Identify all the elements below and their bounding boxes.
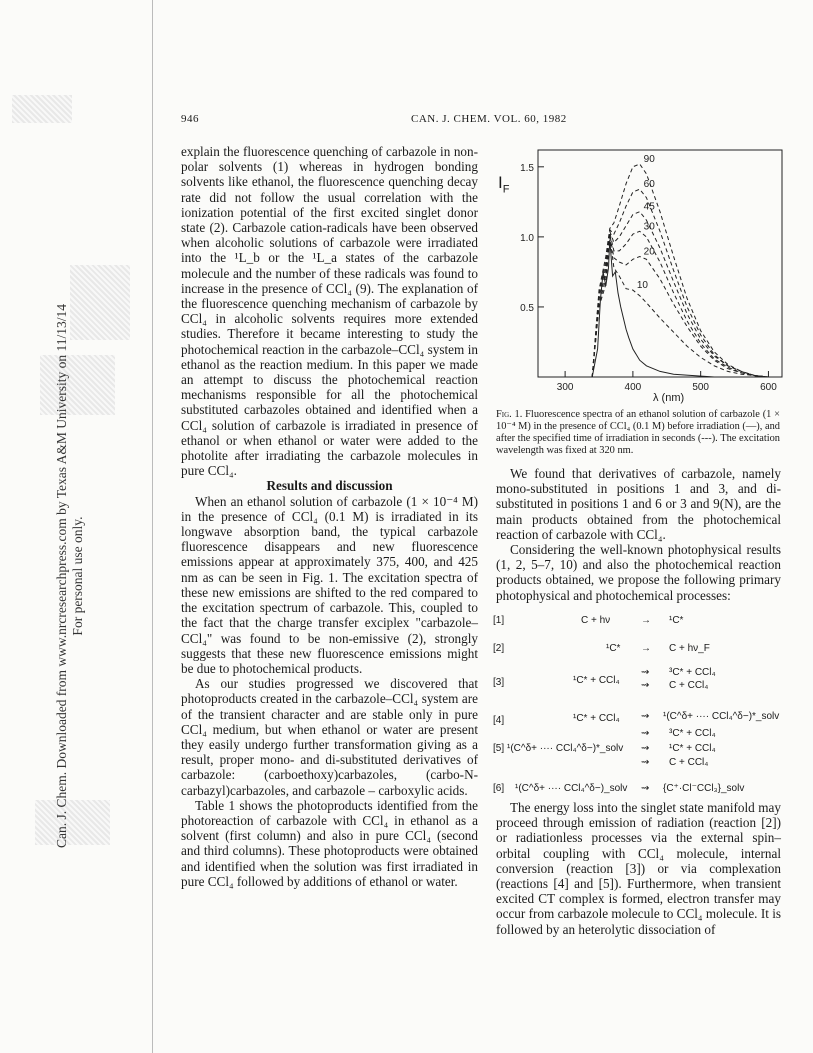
right-para-energy-loss: The energy loss into the singlet state manifold may proceed through emission of radiation (reaction [2]) or radiationless processes via the external spin–orbital coupling with CCl₄ molecule, internal conversion (reaction [3]) or via complexation (reactions [4] and [5]). Furthermore, when transient excited CT complex is formed, electron transfer may occur from carbazole molecule to CCl₄ molecule. It is followed by an heterolytic dissociation of xyxy=(496,800,781,937)
y-axis-label xyxy=(498,173,509,195)
series-line-30 xyxy=(592,231,768,377)
series-line-20 xyxy=(592,234,768,377)
eq-rhs: {C⁺·Cl⁻CCl₃}_solv xyxy=(663,783,745,794)
series-label-45: 45 xyxy=(643,201,655,213)
figure-caption xyxy=(496,409,780,457)
eq-lhs: ¹C* + CCl₄ xyxy=(573,713,620,724)
eq-rhs: ³C* + CCl₄ xyxy=(669,667,716,678)
series-line-90 xyxy=(592,164,768,377)
left-para-table: Table 1 shows the photoproducts identified from the photoreaction of carbazole with CCl₄ in ethanol as a solvent (first column) and also in pure CCl₄ (second and third columns). These photoproducts were obtained and identified when the solution was first irradiated in pure CCl₄ followed by additions of ethanol or water. xyxy=(181,797,478,889)
x-tick-label: 500 xyxy=(692,382,710,393)
eq-rhs-2: C + CCl₄ xyxy=(669,757,709,768)
eq-label: [6] xyxy=(493,783,505,794)
eq-arrow: → xyxy=(641,643,651,654)
eq-arrow: ⇝ xyxy=(641,711,650,722)
eq-lhs: ¹(C^δ+ ···· CCl₄^δ−)*_solv xyxy=(507,743,624,754)
eq-arrow: ⇝ xyxy=(641,783,650,794)
eq-rhs: ¹C* + CCl₄ xyxy=(669,743,716,754)
figure-caption-text: Fluorescence spectra of an ethanol solution of carbazole (1 × 10⁻⁴ M) in the presence of CCl₄ (0.1 M) before irradiation (—), and after the specified time of irradiation in seconds (---). The excitation wavelength was fixed at 320 nm. xyxy=(496,409,780,456)
eq-label: [3] xyxy=(493,677,505,688)
series-line-before-irradiation xyxy=(592,240,714,377)
series-label-30: 30 xyxy=(643,221,655,233)
right-column-bottom xyxy=(496,800,781,937)
series-line-10 xyxy=(592,237,768,377)
eq-arrow-2: ⇝ xyxy=(641,680,650,691)
figure-caption-label: Fig. 1. xyxy=(496,409,523,420)
left-para-results: When an ethanol solution of carbazole (1 × 10⁻⁴ M) in the presence of CCl₄ (0.1 M) is irradiated in its longwave absorption band, the typical carbazole fluorescence disappears and new fluorescence emissions appear at approximately 375, 400, and 425 nm as can be seen in Fig. 1. The excitation spectra of these new emissions are shifted to the red compared to the excitation spectrum of carbazole. This, coupled to the fact that the charge transfer exciplex "carbazole–CCl₄" was found to be non-emissive (2), strongly suggests that these new fluorescence emissions might be due to photochemical products. xyxy=(181,493,478,676)
series-label-90: 90 xyxy=(643,154,655,166)
eq-arrow: ⇝ xyxy=(641,667,650,678)
eq-lhs: ¹C* + CCl₄ xyxy=(573,675,620,686)
series-label-10: 10 xyxy=(636,280,649,292)
y-tick-label: 1.5 xyxy=(520,162,534,174)
eq-rhs: ¹C* xyxy=(669,615,684,626)
download-note-line1: Can. J. Chem. Downloaded from www.nrcresearchpress.com by Texas A&M University on 11/13/14 xyxy=(54,303,69,849)
eq-label: [2] xyxy=(493,643,505,654)
eq-arrow-2: ⇝ xyxy=(641,757,650,768)
plot-frame xyxy=(538,150,782,377)
download-note-line2: For personal use only. xyxy=(70,516,85,636)
y-axis-label-main: I xyxy=(498,173,503,192)
x-tick-label: 400 xyxy=(624,382,642,393)
series-line-60 xyxy=(592,189,768,377)
series-label-60: 60 xyxy=(643,179,655,191)
eq-rhs-2: C + CCl₄ xyxy=(669,680,709,691)
left-column xyxy=(181,144,478,889)
x-tick-label: 600 xyxy=(760,382,777,393)
eq-arrow: → xyxy=(641,615,651,626)
eq-lhs: ¹C* xyxy=(606,643,621,654)
x-tick-label: 300 xyxy=(556,382,574,393)
page-number: 946 xyxy=(181,113,199,125)
x-axis-label: λ (nm) xyxy=(653,392,685,404)
right-para-derivatives: We found that derivatives of carbazole, namely mono-substituted in positions 1 and 3, and di-substituted in positions 1 and 6 or 3 and 9(N), are the main products obtained from the photochemical reaction of carbazole with CCl₄. xyxy=(496,466,781,542)
y-axis-label-sub: F xyxy=(502,183,510,196)
eq-rhs: ¹(C^δ+ ···· CCl₄^δ−)*_solv xyxy=(663,711,780,722)
eq-rhs: C + hν_F xyxy=(669,643,710,654)
left-para-intro: explain the fluorescence quenching of carbazole in non-polar solvents (1) whereas in hydrogen bonding solvents like ethanol, the fluorescence quenching decay rate did not follow the usual correlation with the ionization potential of the first excited singlet donor state (2). Carbazole cation-radicals have been observed when alcoholic solutions of carbazole were irradiated into the ¹L_b or the ¹L_a states of the carbazole molecule and the number of these radicals was found to increase in the presence of CCl₄ (9). The explanation of the fluorescence quenching mechanism of carbazole by CCl₄ in alcoholic solvents requires more extended studies. Therefore it became interesting to study the photochemical reaction in the carbazole–CCl₄ system in ethanol as the reaction medium. In this paper we made an attempt to discuss the photochemical reaction mechanisms responsible for all the photochemical substituted carbazoles obtained and identified when a CCl₄ solution of carbazole is irradiated in presence of ethanol or when ethanol or water were added to the photolite after irradiating the carbazole molecules in pure CCl₄. xyxy=(181,144,478,479)
gutter-line xyxy=(152,0,153,1053)
journal-title: CAN. J. CHEM. VOL. 60, 1982 xyxy=(411,113,567,125)
y-tick-label: 0.5 xyxy=(520,302,534,314)
eq-lhs: C + hν xyxy=(581,615,611,626)
eq-arrow-2: ⇝ xyxy=(641,728,650,739)
eq-rhs-2: ³C* + CCl₄ xyxy=(669,728,716,739)
eq-label: [1] xyxy=(493,615,505,626)
right-para-processes: Considering the well-known photophysical results (1, 2, 5–7, 10) and also the photochemical reaction products obtained, we propose the following primary photophysical and photochemical processes: xyxy=(496,542,781,603)
series-label-20: 20 xyxy=(643,246,655,258)
right-column-top xyxy=(496,466,781,603)
section-heading: Results and discussion xyxy=(266,478,393,494)
eq-lhs: ¹(C^δ+ ···· CCl₄^δ−)_solv xyxy=(515,783,628,794)
eq-label: [5] xyxy=(493,743,505,754)
y-tick-label: 1.0 xyxy=(520,232,534,244)
left-para-photoproducts: As our studies progressed we discovered that photoproducts created in the carbazole–CCl₄ system are of the transient character and are stable only in pure CCl₄ medium, but when ethanol or water are present they easily undergo further transformation giving as a result, proper mono- and di-substituted derivatives of carbazole: (carboethoxy)carbazoles, (carbo-N-carbazyl)carbazoles, and carbazole – carboxylic acids. xyxy=(181,676,478,798)
eq-arrow: ⇝ xyxy=(641,743,650,754)
fluorescence-chart xyxy=(490,140,790,402)
download-note xyxy=(54,166,86,986)
scan-smudge-top xyxy=(12,95,72,123)
eq-label: [4] xyxy=(493,715,505,726)
